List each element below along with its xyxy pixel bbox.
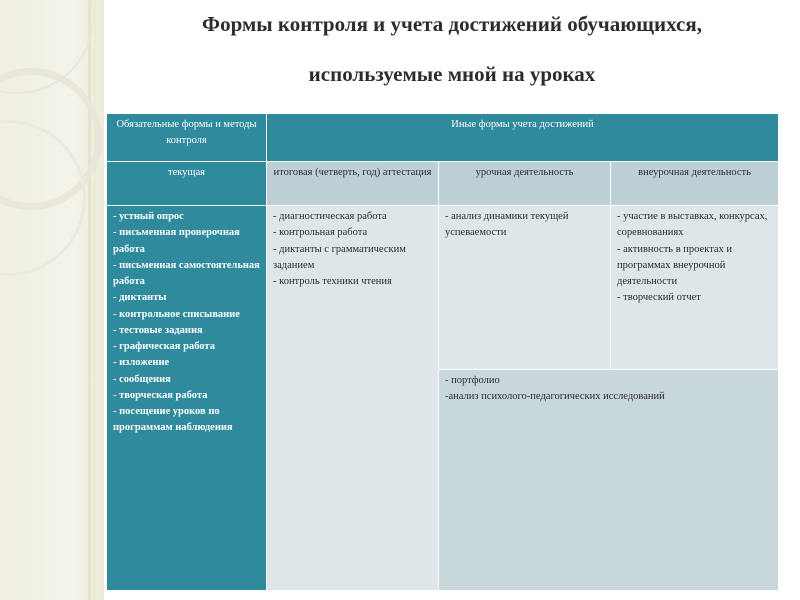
list-item: - диагностическая работа [273,211,387,222]
list-item: - участие в выставках, конкурсах, соревнованиях [617,211,768,239]
slide-title-line-2: используемые мной на уроках [308,62,596,86]
list-item: - устный опрос [113,211,184,222]
subheader-extracurricular-activity: внеурочная деятельность [611,162,779,206]
decorative-line [88,0,91,600]
list-item: - активность в проектах и программах внеурочной деятельности [617,243,733,288]
list-item: - анализ динамики текущей успеваемости [445,211,569,239]
list-item: - творческий отчет [617,292,701,304]
mandatory-forms-list [107,206,267,591]
header-mandatory-forms: Обязательные формы и методы контроля [107,114,267,162]
subheader-current: текущая [107,162,267,206]
portfolio-list [439,370,779,591]
header-other-forms: Иные формы учета достижений [267,114,779,162]
subheader-lesson-activity: урочная деятельность [439,162,611,206]
list-item: - контроль техники чтения [273,276,392,288]
slide-title-line-1: Формы контроля и учета достижений обучающихся, [202,12,702,36]
list-item: - диктанты [113,292,167,304]
list-item: - графическая работа [113,341,215,353]
list-item: - контрольная работа [273,227,368,239]
list-item: - письменная самостоятельная работа [113,259,260,288]
extracurricular-activity-list [611,206,779,370]
list-item: - портфолио [445,375,500,386]
list-item: - посещение уроков по программам наблюдения [113,406,233,434]
control-forms-table [106,113,779,591]
list-item: - контрольное списывание [113,308,240,320]
list-item: - сообщения [113,373,171,385]
list-item: - письменная проверочная работа [113,227,240,255]
subheader-final-attestation: итоговая (четверть, год) аттестация [267,162,439,206]
list-item: - творческая работа [113,389,208,401]
list-item: - тестовые задания [113,324,203,336]
final-attestation-list [267,206,439,591]
lesson-activity-list [439,206,611,370]
list-item: -анализ психолого-педагогических исследований [445,391,665,403]
list-item: - изложение [113,357,170,369]
list-item: - диктанты с грамматическим заданием [273,243,406,271]
decorative-line [94,0,96,600]
